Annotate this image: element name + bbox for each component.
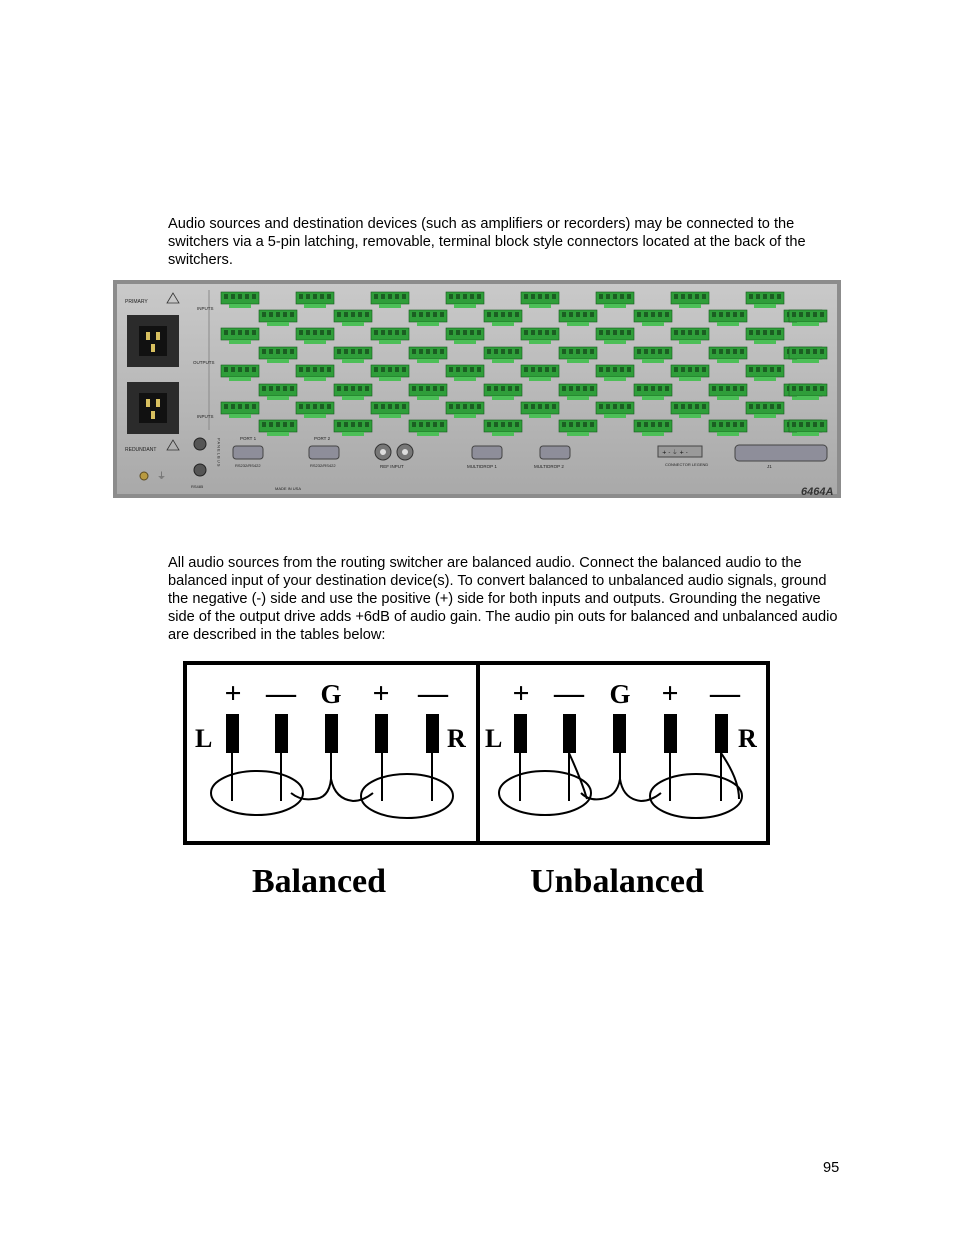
multidrop-1-label: MULTIDROP 1 (467, 464, 497, 469)
pin (426, 714, 439, 753)
panel-bus-label: P A N E L B U S (216, 438, 222, 467)
balanced-audio-paragraph: All audio sources from the routing switcher are balanced audio. Connect the balanced audio to the balanced input of your destination device(s). To convert balanced to unbalanced audio signals, ground the negative (-) side and use the positive (+) side for both inputs and outputs. Grounding the negative side of the output drive adds +6dB of audio gain. The audio pin outs for balanced and unbalanced audio are described in the tables below: (168, 555, 838, 643)
rs485-label: RS485 (191, 484, 204, 489)
pin-sign: + (661, 677, 679, 710)
pin-sign: — (266, 677, 296, 710)
panel-bus-connector (194, 464, 206, 476)
pin (664, 714, 677, 753)
right-channel-label: R (447, 724, 466, 753)
power-inlet-primary (127, 315, 179, 367)
row-label-inputs-2: INPUTS (197, 414, 214, 419)
pin-sign: — (554, 677, 584, 710)
left-channel-label: L (485, 724, 503, 753)
pin-sign: + (224, 677, 242, 710)
pin-sign: + (372, 677, 390, 710)
pin (226, 714, 239, 753)
intro-paragraph: Audio sources and destination devices (such as amplifiers or recorders) may be connected to the switchers via a 5-pin latching, removable, terminal block style connectors located at the back of the switchers. (168, 216, 806, 268)
connector-legend-label: CONNECTOR LEGEND (665, 462, 709, 467)
left-channel-label: L (195, 724, 213, 753)
redundant-label: REDUNDANT (125, 447, 157, 453)
pin-sign: + (512, 677, 530, 710)
power-inlet-redundant (127, 382, 179, 434)
pin (514, 714, 527, 753)
ref-input-label: REF INPUT (380, 464, 404, 469)
primary-label: PRIMARY (125, 299, 148, 305)
balanced-caption: Balanced (251, 863, 387, 900)
row-label-outputs: OUTPUTS (193, 360, 215, 365)
right-channel-label: R (738, 724, 757, 753)
j1-connector (735, 445, 827, 461)
wiring-diagram (183, 661, 771, 901)
multidrop-2-connector (540, 446, 570, 459)
model-label: 6464A (801, 486, 834, 498)
pin-sign: G (320, 679, 342, 709)
connector-legend-symbols: + - ⏚ + - (662, 450, 688, 456)
ground-symbol-icon: ⏚ (157, 472, 167, 482)
ground-lug-icon (140, 472, 148, 480)
multidrop-2-label: MULTIDROP 2 (534, 464, 564, 469)
pin-sign: G (609, 679, 631, 709)
pin (563, 714, 576, 753)
pin (715, 714, 728, 753)
unbalanced-caption: Unbalanced (530, 863, 704, 900)
pin-sign: — (710, 677, 740, 710)
port-2-sublabel: RS232/RS422 (310, 463, 336, 468)
row-label-inputs: INPUTS (197, 306, 214, 311)
rear-panel-photo (113, 280, 841, 498)
pin-sign: — (418, 677, 448, 710)
panel-bus-connector (194, 438, 206, 450)
pin (375, 714, 388, 753)
pin (275, 714, 288, 753)
multidrop-1-connector (472, 446, 502, 459)
made-in-label: MADE IN USA (275, 486, 302, 491)
j1-label: J1 (767, 464, 772, 469)
port-1-sublabel: RS232/RS422 (235, 463, 261, 468)
pin (613, 714, 626, 753)
page-number: 95 (823, 1160, 840, 1176)
port-1-label: PORT 1 (240, 436, 257, 441)
port-2-label: PORT 2 (314, 436, 331, 441)
pin (325, 714, 338, 753)
